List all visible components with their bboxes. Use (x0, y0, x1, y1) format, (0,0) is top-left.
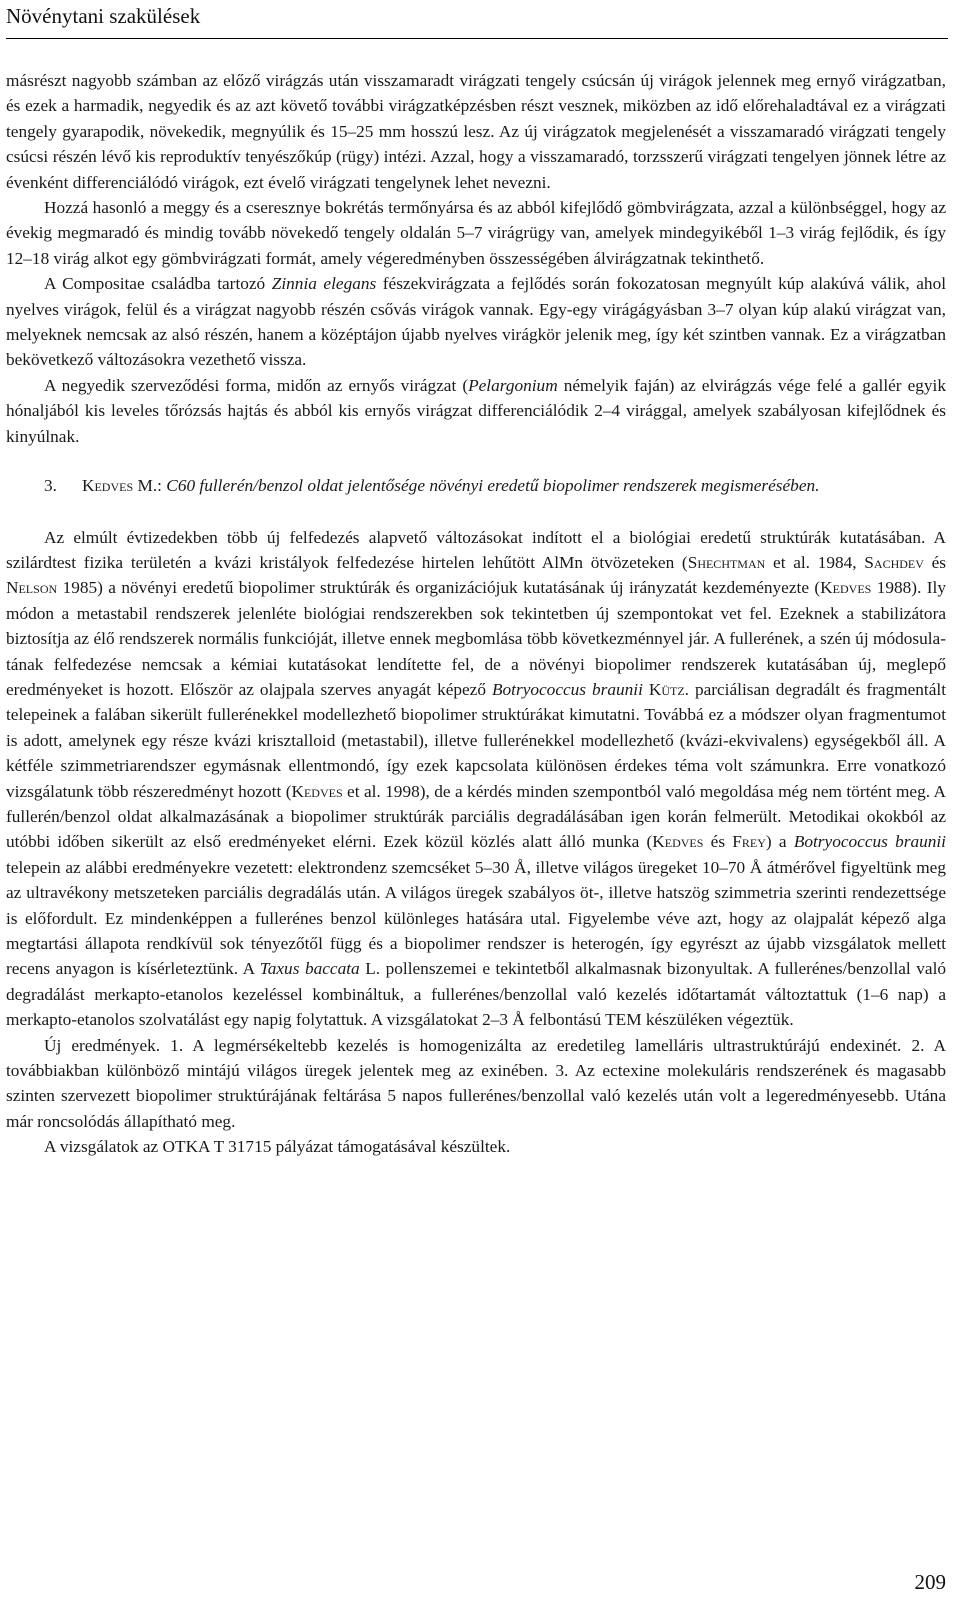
author-name: Kütz (648, 679, 685, 699)
species-name: Botryococcus braunii (793, 832, 946, 852)
paragraph: Hozzá hasonló a meggy és a cseresznye bokrétás termőnyársa és az abból kifejlődő gömbvirágzata, azzal a különbséggel, hogy az évekig megmaradó és mindig tovább növekedő tengely oldalán 5–7 virágrügy van, amelyek mindegyikéből 1–3 virág fejlődik, és így 12–18 virág alkot egy gömbvirágzati formát, amely végeredményben összességében álvirágzatnak tekinthető. (6, 198, 946, 268)
text-run: et al. 1984, (765, 552, 865, 572)
author-name: Kedves (820, 578, 872, 598)
text-run: 1985) a növényi eredetű biopolimer struktúrák és organizációjuk kutatásának új irányzatát kezdeményezte ( (57, 578, 821, 598)
author-name: Kedves (291, 781, 343, 801)
text-run: A negyedik szerveződési forma, midőn az ernyős virágzat ( (44, 375, 469, 395)
text-run: Az elmúlt évtizedekben több új felfedezés alapvető változásokat indított el a biológiai eredetű struktúrák kutatásában. A szilárdtest fizika területén a kvázi kristályok felfedezése hirtelen lehűtött AlMn ötvözeteken ( (6, 527, 946, 572)
running-header (6, 0, 948, 39)
text-run: . parciálisan degradált és fragmentált telepeinek a falában sikerült fullerénekkel modellezhető biopolimer struktúrákat kimutatni. Továbbá ez a módszer olyan fragmentumot is adott, amelynek egy része kvázi krisztalloid (metastabil), illetve fullerénekkel modellezhető (kvázi-ekvivalens) egységekből áll. A kétféle szimmetriarendszer egymásnak ellentmondó, így ezek kapcsolata különösen érdekes téma volt számunkra. Erre vonatkozó vizsgálatunk több részeredményt hozott ( (6, 679, 947, 801)
text-run: és (703, 832, 733, 852)
page-body (6, 68, 946, 1160)
author-name: Sachdev (864, 552, 924, 572)
author-name: Frey (732, 832, 766, 852)
header-title: Növénytani szakülések (6, 4, 201, 28)
author-name: Nelson (6, 578, 58, 598)
section-title-block (82, 473, 946, 498)
text-run: ) a (765, 832, 794, 852)
page-number: 209 (914, 1570, 946, 1594)
paragraph: A vizsgálatok az OTKA T 31715 pályázat támogatásával készültek. (44, 1137, 511, 1157)
section-author: Kedves M.: (82, 476, 162, 496)
text-run: 1988). Ily módon a metastabil rendszerek jelenléte biológiai rendszerekben sok tekintetben új szempontokat vet fel. Ezeknek a stabilizátora biztosítja az élő rendszerek normális funkcióját, illetve ennek megbomlása több következménnyel jár. A fullerének, a szén új módosulatának felfedezése nemcsak a kémiai kutatásokat lendítette fel, de a növényi biopolimer rendszerek kutatásában új, meglepő eredményeket is hozott. Először az olajpala szerves anyagát képező (6, 578, 946, 699)
text-run: és (923, 552, 947, 572)
author-name: Kedves (652, 832, 704, 852)
species-name: Botryococcus braunii (491, 679, 643, 699)
paragraph (6, 271, 946, 373)
text-run: némelyik faján) az elvirágzás vége felé a gallér egyik hónaljából kis leveles tőrózsás hajtás és abból kis ernyős virágzat differenciálódik 2–4 virággal, amelyek szabályosan kifejlődnek és kinyúlnak. (6, 375, 946, 446)
text-run: A Compositae családba tartozó (44, 274, 272, 294)
paragraph (6, 525, 946, 1033)
paragraph (6, 373, 946, 449)
species-name: Zinnia elegans (271, 274, 377, 294)
paragraph: másrészt nagyobb számban az előző virágzás után visszamaradt virágzati tengely csúcsán új virágok jelennek meg ernyő virágzatban, és ezek a harmadik, negyedik és az azt követő további virágzatképzésben részt vesznek, miközben az idő előrehaladtával ez a virágzati tengely gyarapodik, növekedik, megnyúlik és 15–25 mm hosszú lesz. Az új virágzatok megjelenését a visszamaradó virágzati tengely csúcsi részén lévő kis reproduktív tenyészőkúp (rügy) intézi. Azzal, hogy a visszamaradó, torzsszerű virágzati tengelyen jönnek létre az évenként differenciálódó virágok, ezt évelő virágzati tengelynek lehet nevezni. (6, 71, 946, 192)
paragraph: Új eredmények. 1. A legmérsékeltebb kezelés is homogenizálta az eredetileg lamelláris ultrastruktúrájú endexinét. 2. A továbbiakban különböző mintájú világos üregek jelentek meg az exinében. 3. Az ectexine molekuláris rendszerének és magasabb szinten szervezett biopolimer struktúrájának feltárása 5 napos fullerénes/benzollal való kezelés után volt a legeredményesebb. Utána már roncsolódás állapítható meg. (6, 1035, 946, 1131)
text-run: telepein az alábbi eredményekre vezetett: elektrondenz szemcséket 5–30 Å, illetve világos üregeket 10–70 Å átmérővel figyeltünk meg az ultravékony metszeteken parciális degradálás után. A világos üregek szabályos öt-, illetve hatszög szimmetria szerinti rendezettsége is előfordult. Ez mindenképpen a fullerénes benzol különleges hatására utal. Figyelembe véve azt, hogy az olajpalát képező alga megtartási állapota rendkívül sok tényezőtől függ és a biopolimer rendszer is heterogén, így egyrészt az újabb vizsgálatok mellett recens anyagon is kísérleteztünk. A (6, 857, 946, 979)
section-number: 3. (44, 476, 57, 496)
author-name: Shechtman (687, 552, 766, 572)
section-title: C60 fullerén/benzol oldat jelentősége növényi eredetű biopolimer rendszerek megismerésében. (166, 476, 820, 496)
genus-name: Pelargonium (468, 375, 558, 395)
section-heading (6, 473, 946, 498)
text-run: et al. 1998), de a kérdés minden szempontból való megoldása még nem történt meg. A fullerén/benzol oldat alkalmazásának a biopolimer struktúrák parciális degradálásában igen korán felmerült. Metodikai okokból az utóbbi időben sikerült az első eredményeket elérni. Ezek közül közlés alatt álló munka ( (6, 781, 946, 852)
text-run: fészekvirágzata a fejlődés során fokozatosan megnyúlt kúp alakúvá válik, ahol nyelves virágok, felül és a virágzat nagyobb részén csővás virágok vannak. Egy-egy virágágyásban 3–7 olyan kúp alakú virágzat van, melyeknek nemcsak az alsó részén, hanem a középtájon újabb nyelves virágkör jelenik meg, így két szintben vannak. Ez a virágzatban bekövetkező változásokra vezethető vissza. (6, 274, 947, 370)
text-run: L. pollenszemei e tekintetből alkalmasnak bizonyultak. A fullerénes/benzollal való degradálást merkapto-etanolos kezeléssel kombináltuk, a fullerénes/benzollal való kezelés időtartamát változtattuk (1–6 nap) a merkapto-etanolos szolvatálást egy napig folytattuk. A vizsgálatokat 2–3 Å felbontású TEM készüléken végeztük. (6, 959, 947, 1030)
species-name: Taxus baccata (259, 959, 360, 979)
